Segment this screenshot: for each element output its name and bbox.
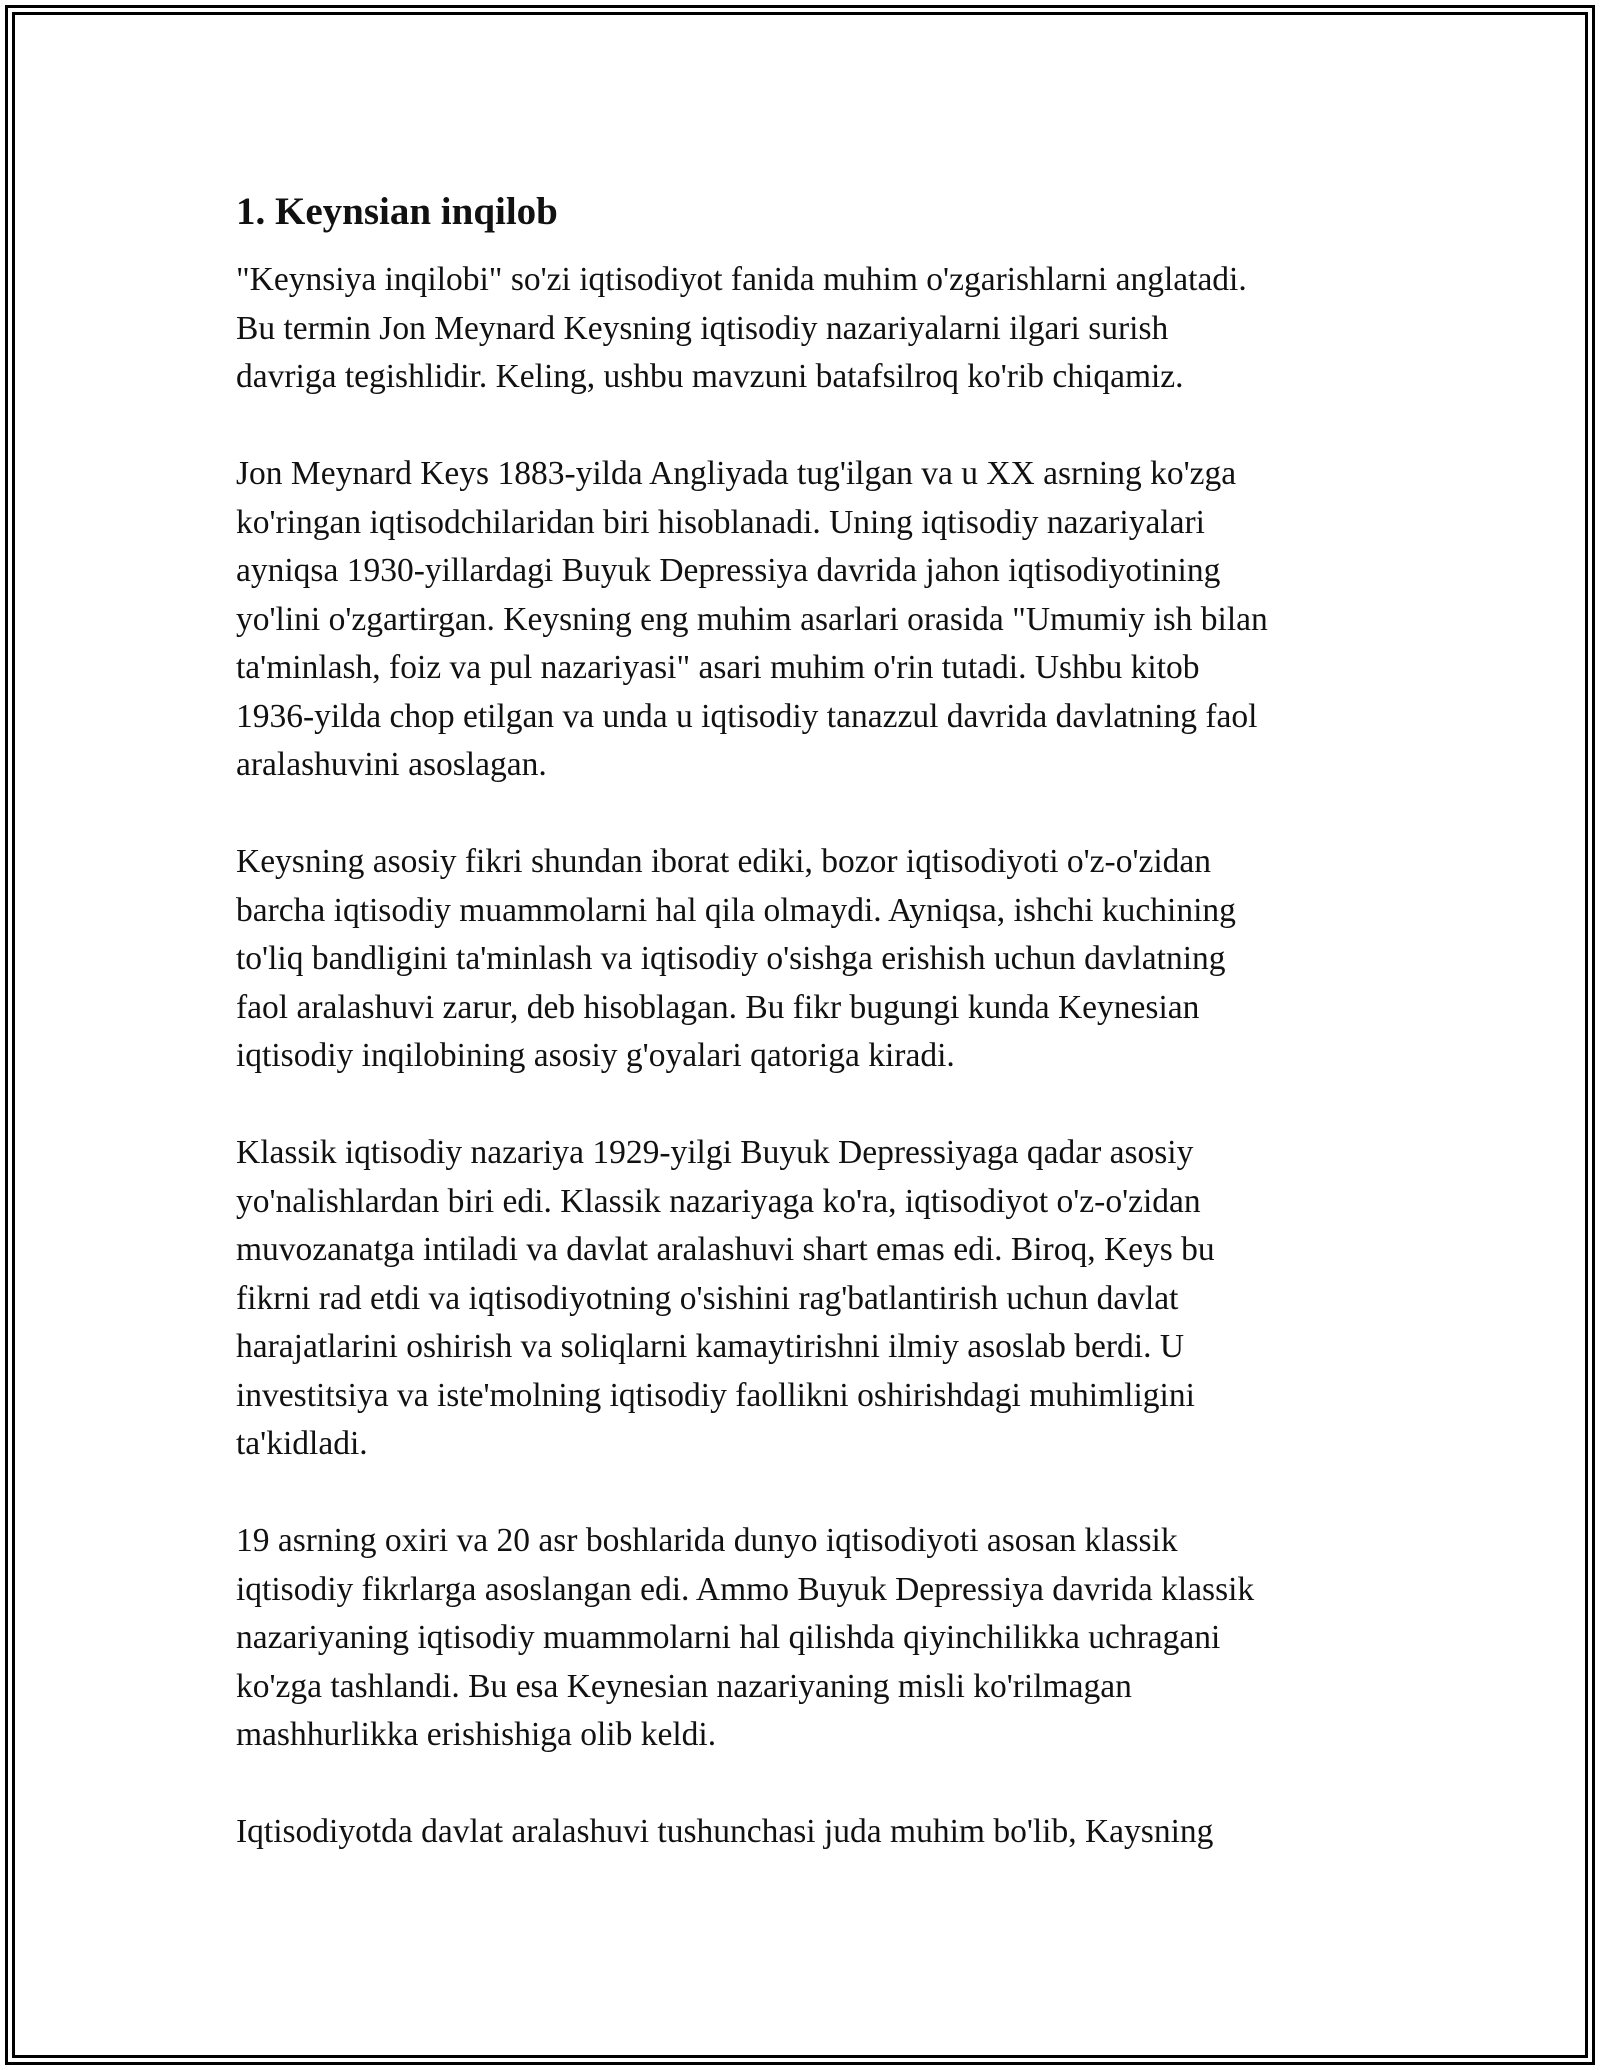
document-body	[236, 182, 1416, 1905]
text-line: 1936-yilda chop etilgan va unda u iqtisodiy tanazzul davrida davlatning faol	[236, 697, 1258, 735]
text-line: barcha iqtisodiy muammolarni hal qila olmaydi. Ayniqsa, ishchi kuchining	[236, 891, 1236, 929]
text-line: davriga tegishlidir. Keling, ushbu mavzuni batafsilroq ko'rib chiqamiz.	[236, 358, 1184, 395]
text-line: Keysning asosiy fikri shundan iborat ediki, bozor iqtisodiyoti o'z-o'zidan	[236, 843, 1212, 880]
text-line: 19 asrning oxiri va 20 asr boshlarida dunyo iqtisodiyoti asosan klassik	[236, 1522, 1178, 1559]
paragraph-2	[236, 450, 1416, 790]
text-line: "Keynsiya inqilobi" so'zi iqtisodiyot fanida muhim o'zgarishlarni anglatadi.	[236, 261, 1247, 298]
text-line: ta'minlash, foiz va pul nazariyasi" asari muhim o'rin tutadi. Ushbu kitob	[236, 649, 1200, 686]
text-line: Iqtisodiyotda davlat aralashuvi tushunchasi juda muhim bo'lib, Kaysning	[236, 1813, 1214, 1850]
text-line: mashhurlikka erishishiga olib keldi.	[236, 1716, 717, 1753]
text-line: yo'nalishlardan biri edi. Klassik nazariyaga ko'ra, iqtisodiyot o'z-o'zidan	[236, 1182, 1201, 1220]
section-heading: 1. Keynsian inqilob	[236, 190, 558, 233]
text-line: to'liq bandligini ta'minlash va iqtisodiy o'sishga erishish uchun davlatning	[236, 940, 1226, 977]
text-line: nazariyaning iqtisodiy muammolarni hal qilishda qiyinchilikka uchragani	[236, 1619, 1221, 1656]
text-line: Klassik iqtisodiy nazariya 1929-yilgi Buyuk Depressiyaga qadar asosiy	[236, 1134, 1194, 1171]
paragraph-5	[236, 1517, 1416, 1760]
paragraph-1	[236, 256, 1416, 402]
text-line: faol aralashuvi zarur, deb hisoblagan. Bu fikr bugungi kunda Keynesian	[236, 988, 1200, 1026]
text-line: ta'kidladi.	[236, 1425, 368, 1462]
text-line: yo'lini o'zgartirgan. Keysning eng muhim asarlari orasida "Umumiy ish bilan	[236, 600, 1268, 638]
text-line: Bu termin Jon Meynard Keysning iqtisodiy nazariyalarni ilgari surish	[236, 309, 1169, 347]
text-line: iqtisodiy fikrlarga asoslangan edi. Ammo Buyuk Depressiya davrida klassik	[236, 1570, 1255, 1608]
text-line: fikrni rad etdi va iqtisodiyotning o'sishini rag'batlantirish uchun davlat	[236, 1279, 1179, 1317]
text-line: ko'zga tashlandi. Bu esa Keynesian nazariyaning misli ko'rilmagan	[236, 1667, 1132, 1705]
text-line: investitsiya va iste'molning iqtisodiy faollikni oshirishdagi muhimligini	[236, 1376, 1195, 1414]
text-line: harajatlarini oshirish va soliqlarni kamaytirishni ilmiy asoslab berdi. U	[236, 1328, 1185, 1365]
text-line: ayniqsa 1930-yillardagi Buyuk Depressiya davrida jahon iqtisodiyotining	[236, 552, 1221, 589]
paragraph-6	[236, 1808, 1416, 1857]
text-line: Jon Meynard Keys 1883-yilda Angliyada tug'ilgan va u XX asrning ko'zga	[236, 455, 1237, 492]
text-line: ko'ringan iqtisodchilaridan biri hisoblanadi. Uning iqtisodiy nazariyalari	[236, 503, 1205, 541]
paragraph-4	[236, 1129, 1416, 1469]
text-line: muvozanatga intiladi va davlat aralashuvi shart emas edi. Biroq, Keys bu	[236, 1231, 1215, 1268]
paragraph-3	[236, 838, 1416, 1081]
text-line: iqtisodiy inqilobining asosiy g'oyalari qatoriga kiradi.	[236, 1037, 955, 1074]
text-line: aralashuvini asoslagan.	[236, 746, 547, 783]
